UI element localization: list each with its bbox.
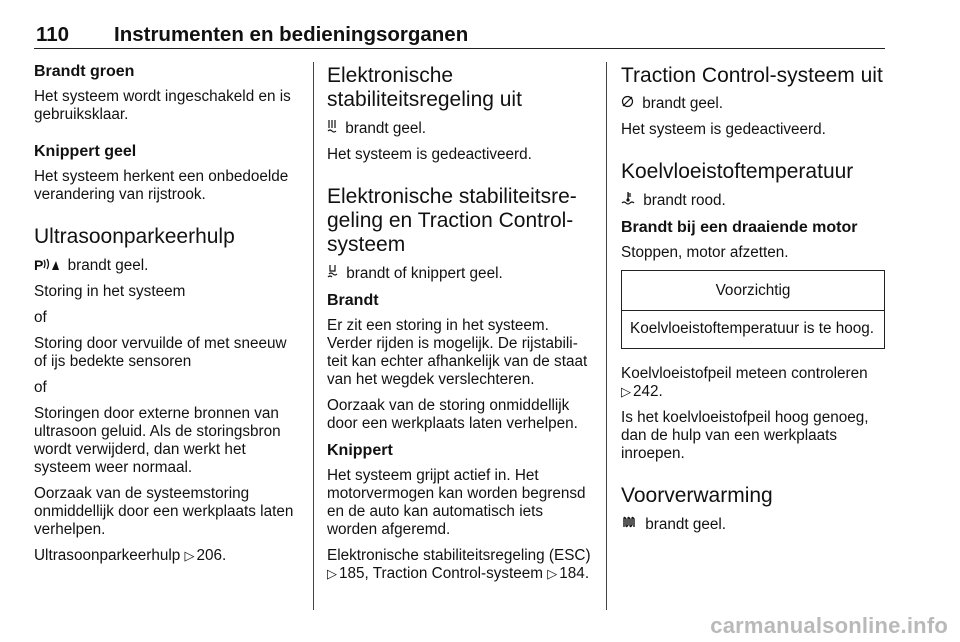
page-number: 110 (36, 23, 70, 46)
subheading-brandt-groen: Brandt groen (34, 63, 135, 80)
page-reference-arrow-icon: ▷ (547, 566, 558, 581)
paragraph: Het systeem grijpt actief in. Het motorvermogen kan worden begrensd en de auto kan automatisch iets worden afgeremd. (327, 467, 586, 538)
coolant-temperature-icon (621, 191, 635, 210)
page-reference-arrow-icon: ▷ (184, 548, 195, 563)
caution-text: Koelvloeistoftemperatuur is te hoog. (630, 320, 875, 337)
page-reference[interactable]: Koelvloeistofpeil meteen controleren ▷ 242. (621, 365, 868, 400)
column-2 (327, 62, 592, 591)
paragraph: Het systeem herkent een onbedoelde verandering van rijstrook. (34, 168, 289, 203)
page-reference-arrow-icon: ▷ (621, 384, 631, 399)
paragraph: Oorzaak van de storing onmiddellijk door een werkplaats laten verhelpen. (327, 397, 578, 432)
status-line: brandt of knippert geel. (327, 264, 592, 283)
column-3 (621, 62, 885, 542)
page-reference-arrow-icon: ▷ (327, 566, 337, 581)
watermark: carmanualsonline.info (710, 613, 948, 638)
column-divider (606, 62, 607, 610)
paragraph: Stoppen, motor afzetten. (621, 244, 789, 261)
page-reference[interactable]: Ultrasoonparkeerhulp ▷ 206. (34, 547, 227, 564)
paragraph: of (34, 379, 47, 396)
subheading-brandt: Brandt (327, 292, 379, 309)
page-reference[interactable]: Elektronische stabiliteitsregeling (ESC) ▷ 185, Traction Control-systeem ▷ 184. (327, 547, 591, 582)
traction-off-icon (621, 95, 634, 113)
section-title-ultrasoonparkeerhulp: Ultrasoonparkeerhulp (34, 225, 235, 248)
subheading-knippert: Knippert (327, 442, 393, 459)
paragraph: Het systeem wordt ingeschakeld en is gebruiksklaar. (34, 88, 291, 123)
paragraph: Er zit een storing in het systeem. Verder rijden is mogelijk. De rijstabili-teit kan echter afhankelijk van de staat van het wegdek verslechteren. (327, 317, 588, 388)
paragraph: Storingen door externe bronnen van ultrasoon geluid. Als de storingsbron wordt verwijderd, dan werkt het systeem weer normaal. (34, 405, 281, 476)
paragraph: Storing door vervuilde of met sneeuw of ijs bedekte sensoren (34, 335, 287, 370)
caution-box (621, 270, 885, 349)
paragraph: Het systeem is gedeactiveerd. (327, 146, 532, 163)
section-title-voorverwarming: Voorverwarming (621, 484, 773, 507)
status-line: brandt geel. (621, 515, 885, 534)
subheading-knippert-geel: Knippert geel (34, 143, 137, 160)
paragraph: Het systeem is gedeactiveerd. (621, 121, 826, 138)
preheat-coil-icon (621, 515, 637, 534)
status-line: P brandt geel. (34, 257, 149, 274)
esc-off-icon (327, 119, 337, 138)
caution-title: Voorzichtig (622, 271, 884, 311)
section-title-esc-uit: Elektronische stabiliteitsregeling uit (327, 64, 522, 111)
section-title-traction-uit: Traction Control-systeem uit (621, 64, 883, 87)
status-line: brandt geel. (327, 119, 592, 138)
page-title: Instrumenten en bedieningsorganen (114, 23, 469, 46)
status-line: brandt geel. (621, 95, 885, 113)
paragraph: Oorzaak van de systeemstoring onmiddellijk door een werkplaats laten verhelpen. (34, 485, 294, 538)
column-divider (313, 62, 314, 610)
section-title-esc-traction: Elektronische stabiliteitsre-geling en Traction Control-systeem (327, 185, 577, 256)
parking-sensor-icon: P (34, 257, 59, 273)
status-line: brandt rood. (621, 191, 885, 210)
subheading-draaiende-motor: Brandt bij een draaiende motor (621, 219, 858, 236)
column-1 (34, 62, 302, 573)
page-header (34, 23, 885, 49)
paragraph: Is het koelvloeistofpeil hoog genoeg, dan de hulp van een werkplaats inroepen. (621, 409, 869, 462)
esc-traction-icon (327, 264, 338, 283)
paragraph: of (34, 309, 47, 326)
paragraph: Storing in het systeem (34, 283, 186, 300)
section-title-koelvloeistoftemperatuur: Koelvloeistoftemperatuur (621, 160, 854, 183)
